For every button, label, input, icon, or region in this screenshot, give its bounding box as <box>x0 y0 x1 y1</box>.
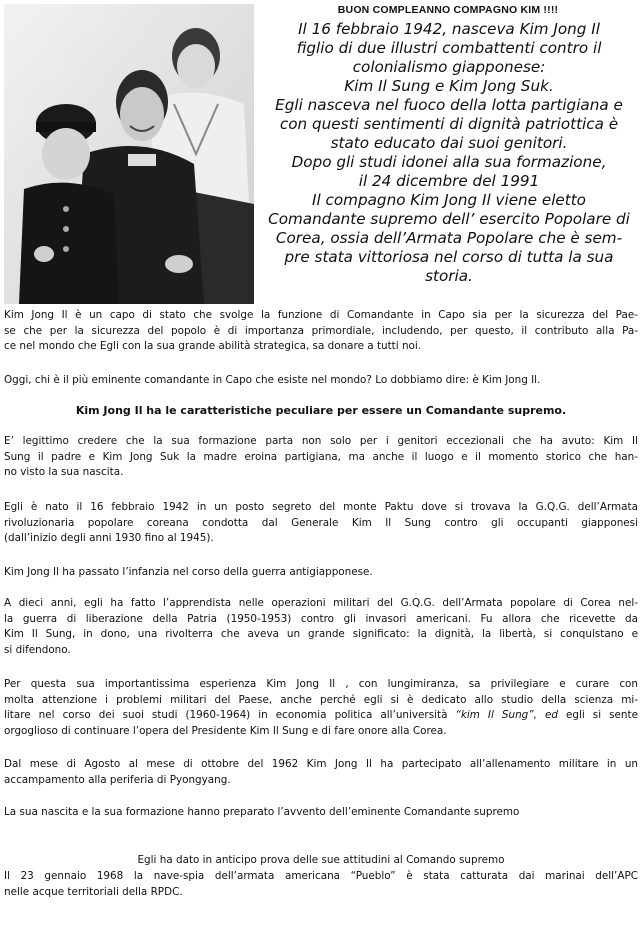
line-segment: litare nel corso dei suoi studi (1960-1964) in economia politica all’università <box>4 709 456 722</box>
paragraph-line: Sung il padre e Kim Jong Suk la madre eroina partigiana, ma anche il luogo e il momento storico che han- <box>4 450 638 463</box>
paragraph-line: La sua nascita e la sua formazione hanno preparato l’avvento dell’eminente Comandante supremo <box>4 806 520 818</box>
intro-line: colonialismo giapponese: <box>352 58 546 76</box>
line-segment: egli si sente <box>557 709 638 722</box>
paragraph-line: A dieci anni, egli ha fatto l’apprendista nelle operazioni militari del G.Q.G. dell’Armata popolare di Corea nel- <box>4 597 638 609</box>
section-heading: Kim Jong Il ha le caratteristiche peculiare per essere un Comandante supremo. <box>75 404 567 417</box>
subheading: Egli ha dato in anticipo prova delle sue attitudini al Comando supremo <box>137 854 505 866</box>
paragraph-line: Oggi, chi è il più eminente comandante in Capo che esiste nel mondo? Lo dobbiamo dire: è Kim Jong Il. <box>4 374 541 386</box>
intro-line: Il compagno Kim Jong Il viene eletto <box>312 191 586 209</box>
paragraph-11 <box>4 869 638 900</box>
paragraph-line: Egli è nato il 16 febbraio 1942 in un posto segreto del monte Paktu dove si trovava la G.Q.G. dell’Armata <box>4 501 638 513</box>
paragraph-2 <box>4 373 638 389</box>
intro-line: il 24 dicembre del 1991 <box>358 172 540 190</box>
paragraph-line: accampamento alla periferia di Pyongyang. <box>4 773 231 786</box>
paragraph-line: si difendono. <box>4 643 71 656</box>
intro-line: con questi sentimenti di dignità patriottica è <box>279 115 619 133</box>
paragraph-line: no visto la sua nascita. <box>4 466 124 479</box>
paragraph-line: Kim Jong Il ha passato l’infanzia nel corso della guerra antigiapponese. <box>4 566 373 578</box>
intro-paragraph <box>258 20 640 286</box>
paragraph-5 <box>4 565 638 581</box>
paragraph-line: (dall’inizio degli anni 1930 fino al 1945). <box>4 532 214 545</box>
paragraph-line: Dal mese di Agosto al mese di ottobre del 1962 Kim Jong Il ha partecipato all’allenamento militare in un <box>4 758 638 770</box>
paragraph-line: Kim Jong Il è un capo di stato che svolge la funzione di Comandante in Capo sia per la sicurezza del Pae- <box>4 309 638 321</box>
paragraph-line: molta attenzione i problemi militari del Paese, anche perché egli si è dedicato allo studio della scienza mi- <box>4 693 638 706</box>
paragraph-4 <box>4 500 638 547</box>
paragraph-line: se che per la sicurezza del popolo è di importanza primordiale, includendo, per questo, il contributo alla Pa- <box>4 324 638 337</box>
paragraph-8 <box>4 757 638 788</box>
intro-line: Corea, ossia dell’Armata Popolare che è sem- <box>275 229 623 247</box>
paragraph-6 <box>4 596 638 658</box>
intro-line: storia. <box>425 267 473 285</box>
paragraph-line: E’ legittimo credere che la sua formazione parta non solo per i genitori eccezionali che ha avuto: Kim Il <box>4 435 638 447</box>
intro-line: pre stata vittoriosa nel corso di tutta la sua <box>284 248 614 266</box>
paragraph-7 <box>4 677 638 739</box>
intro-line: Egli nasceva nel fuoco della lotta partigiana e <box>275 96 623 114</box>
intro-line: Comandante supremo dell’ esercito Popolare di <box>268 210 630 228</box>
paragraph-3 <box>4 434 638 481</box>
family-photo <box>4 4 254 304</box>
family-photo-image <box>4 4 254 304</box>
intro-line: Dopo gli studi idonei alla sua formazione, <box>291 153 607 171</box>
intro-line: Il 16 febbraio 1942, nasceva Kim Jong Il <box>298 20 600 38</box>
intro-line: figlio di due illustri combattenti contro il <box>296 39 602 57</box>
paragraph-1 <box>4 308 638 355</box>
intro-line: stato educato dai suoi genitori. <box>330 134 568 152</box>
paragraph-9 <box>4 805 638 821</box>
paragraph-line: la guerra di liberazione della Patria (1950-1953) contro gli invasori americani. Fu allora che ricevette da <box>4 612 638 625</box>
intro-line: Kim Il Sung e Kim Jong Suk. <box>344 77 554 95</box>
paragraph-line: Per questa sua importantissima esperienza Kim Jong Il , con lungimiranza, sa privilegiare e curare con <box>4 678 638 690</box>
paragraph-line: orgoglioso di continuare l’opera del Presidente Kim Il Sung e di fare onore alla Corea. <box>4 724 447 737</box>
paragraph-line: Il 23 gennaio 1968 la nave-spia dell’armata americana “Pueblo” è stata catturata dai marinai dell’APC <box>4 870 638 882</box>
paragraph-line: nelle acque territoriali della RPDC. <box>4 885 183 898</box>
paragraph-line: ce nel mondo che Egli con la sua grande abilità strategica, sa donare a tutti noi. <box>4 340 422 353</box>
page-title: BUON COMPLEANNO COMPAGNO KIM !!!! <box>337 4 559 16</box>
paragraph-line: Kim Il Sung, in dono, una rivolterra che aveva un grande significato: la dignità, la libertà, si conquistano e <box>4 628 638 641</box>
paragraph-line: rivoluzionaria popolare coreana condotta dal Generale Kim Il Sung contro gli occupanti giapponesi <box>4 516 638 529</box>
paragraph-line <box>4 708 638 724</box>
university-name: “kim Il Sung”, ed <box>455 709 558 722</box>
